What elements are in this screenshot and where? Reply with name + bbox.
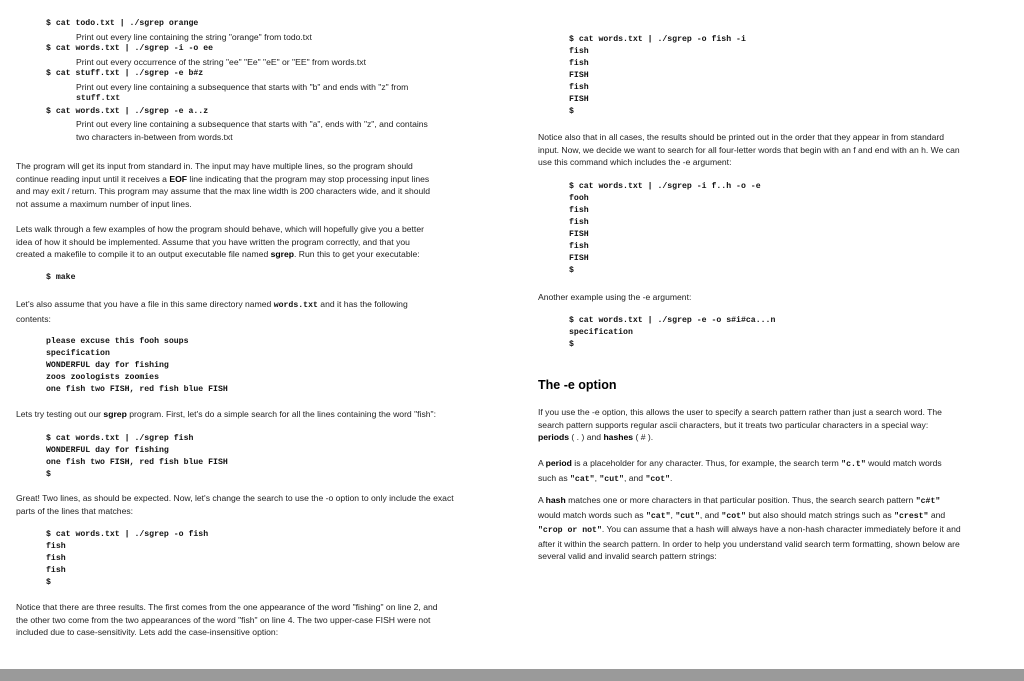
text-run: and it has the following (317, 299, 408, 309)
text-run: ( # ). (633, 432, 654, 442)
text-run: . (670, 472, 673, 483)
code-o: $ cat words.txt | ./sgrep -o fish fish fish fish $ (46, 530, 209, 587)
text-line: Notice also that in all cases, the results should be printed out in the order that they appear in from standard (538, 132, 945, 142)
text-run: would match words such as (538, 509, 646, 520)
text-line: the other two come from the two appearances of the word "fish" on line 4. The two upper-case FISH were not (16, 614, 431, 625)
usage-cmd: $ cat words.txt | ./sgrep -i -o ee (46, 44, 214, 53)
usage-desc: Print out every occurrence of the string "ee" "Ee" "eE" or "EE" from words.txt (76, 56, 366, 67)
text-line (538, 457, 1008, 472)
text-run: and (928, 509, 946, 520)
usage-desc: stuff.txt (76, 94, 121, 103)
paragraph-another: Another example using the -e argument: (538, 292, 692, 302)
text-code: "crop or not" (538, 526, 602, 535)
text-line: use this command which includes the -e argument: (538, 157, 732, 167)
text-code: "cut" (599, 474, 624, 484)
text-bold: periods (538, 432, 570, 442)
paragraph-great (16, 492, 486, 517)
text-run: Lets try testing out our (16, 409, 104, 419)
text-bold: EOF (169, 173, 188, 184)
text-run: Let's also assume that you have a file in this same directory named (16, 299, 274, 309)
text-line: after it within the search pattern. In order to help you understand valid search term formatting, shown below are (538, 538, 960, 549)
text-line (538, 472, 1008, 487)
text-code: "c#t" (915, 497, 941, 506)
paragraph-hash (538, 494, 1008, 563)
text-run: such as (538, 472, 571, 483)
text-line: input. Now, we decide we want to search for all four-letter words that begin with an f and end with an h. We can (538, 144, 960, 155)
usage-desc: Print out every line containing a subsequence that starts with "b" and ends with "z" from (76, 81, 409, 92)
code-e2: $ cat words.txt | ./sgrep -e -o s#i#ca...n specification $ (569, 316, 776, 349)
text-run: , (670, 509, 676, 520)
text-line: not assume a maximum number of input lines. (16, 198, 192, 209)
text-bold: sgrep (103, 409, 127, 419)
text-code: "c.t" (841, 460, 866, 469)
text-code: "cut" (675, 511, 700, 521)
text-bold: hashes (603, 432, 634, 442)
text-run: A (538, 458, 546, 468)
code-e1: $ cat words.txt | ./sgrep -i f..h -o -e fooh fish fish FISH fish FISH $ (569, 182, 761, 275)
text-line: Notice that there are three results. The first comes from the one appearance of the word "fishing" on line 2, and (16, 602, 438, 612)
usage-desc-text: Print out every line containing the string "orange" from todo.txt (76, 31, 312, 42)
usage-desc: Print out every line containing a subsequence that starts with "a", ends with "z", and contains (76, 119, 428, 129)
text-line: Great! Two lines, as should be expected. Now, let's change the search to use the -o option to only include the exact (16, 493, 454, 503)
text-run: is a placeholder for any character. Thus, for example, the search term (571, 458, 842, 468)
text-line: search pattern supports regular ascii characters, but it treats two particular characters in a special way: (538, 419, 929, 430)
bottom-scroll-bar (0, 669, 1024, 681)
heading-e-option: The -e option (538, 378, 617, 392)
code-file-contents: please excuse this fooh soups specification WONDERFUL day for fishing zoos zoologists zoomies one fish two FISH, red fish blue FISH (46, 337, 228, 394)
paragraph-also (538, 131, 1008, 169)
text-code: words.txt (273, 301, 318, 310)
paragraph-notice (16, 601, 486, 639)
text-code: "cat" (645, 511, 671, 521)
text-bold: period (545, 458, 572, 468)
text-run: , (594, 472, 600, 483)
text-line: contents: (16, 313, 51, 324)
text-bold: sgrep (270, 249, 295, 259)
text-line (538, 509, 1008, 524)
text-run: , and (623, 472, 646, 483)
paragraph-test (16, 408, 486, 421)
code-fish: $ cat words.txt | ./sgrep fish WONDERFUL day for fishing one fish two FISH, red fish blue FISH $ (46, 434, 228, 479)
text-line: several valid and invalid search pattern strings: (538, 551, 717, 561)
text-line: included due to case-sensitivity. Lets add the case-insensitive option: (16, 627, 279, 637)
text-code: "crest" (894, 511, 929, 521)
text-run: created a makefile to compile it to an output executable file named (16, 249, 271, 259)
paragraph-walkthrough (16, 223, 486, 261)
text-line: parts of the lines that matches: (16, 505, 134, 516)
paragraph-file (16, 298, 486, 325)
text-code: "cot" (721, 511, 746, 521)
text-line: idea of how it should be implemented. Assume that you have written the program correctly, and that you (16, 236, 410, 247)
usage-cmd: $ cat todo.txt | ./sgrep orange (46, 19, 199, 28)
text-code: "cat" (570, 474, 595, 484)
paragraph-period (538, 457, 1008, 486)
usage-list (16, 18, 486, 143)
text-line: If you use the -e option, this allows the user to specify a search pattern rather than just a search word. The (538, 407, 942, 417)
text-line (16, 173, 486, 186)
text-line (16, 408, 486, 421)
text-run: A (538, 495, 546, 505)
text-line (538, 494, 1008, 509)
text-run: ( . ) and (569, 432, 604, 442)
text-line: The program will get its input from standard in. The input may have multiple lines, so the program should (16, 161, 413, 171)
usage-cmd: $ cat words.txt | ./sgrep -e a..z (46, 106, 209, 116)
text-run: but also should match strings such as (745, 509, 895, 520)
code-o-i: $ cat words.txt | ./sgrep -o fish -i fish fish FISH fish FISH $ (569, 35, 746, 116)
text-line (538, 523, 1008, 538)
text-run: line indicating that the program may stop processing input lines (187, 173, 430, 184)
usage-desc (16, 31, 486, 44)
text-line (16, 298, 486, 313)
text-line (538, 431, 1008, 444)
text-run: . Run this to get your executable: (294, 249, 420, 259)
text-line: and may exit / return. This program may assume that the max line width is 200 characters wide, and it should (16, 186, 430, 196)
usage-desc: two characters in-between from words.txt (76, 131, 233, 142)
code-make: $ make (46, 273, 76, 282)
text-run: continue reading input until it receives a (16, 173, 170, 184)
text-run: matches one or more characters in that particular position. Thus, the search search pattern (565, 495, 916, 505)
text-line (16, 248, 486, 261)
text-bold: hash (545, 495, 566, 505)
text-run: , and (699, 509, 722, 520)
text-run: program. First, let's do a simple search for all the lines containing the word "fish": (126, 409, 436, 419)
text-run: . You can assume that a hash will always have a non-hash character immediately before it and (601, 524, 961, 534)
text-line: Lets walk through a few examples of how the program should behave, which will hopefully give you a better (16, 224, 424, 234)
paragraph-input (16, 160, 486, 210)
text-run: would match words (865, 458, 942, 468)
text-code: "cot" (645, 474, 671, 484)
usage-cmd: $ cat stuff.txt | ./sgrep -e b#z (46, 69, 204, 78)
paragraph-option (538, 406, 1008, 444)
